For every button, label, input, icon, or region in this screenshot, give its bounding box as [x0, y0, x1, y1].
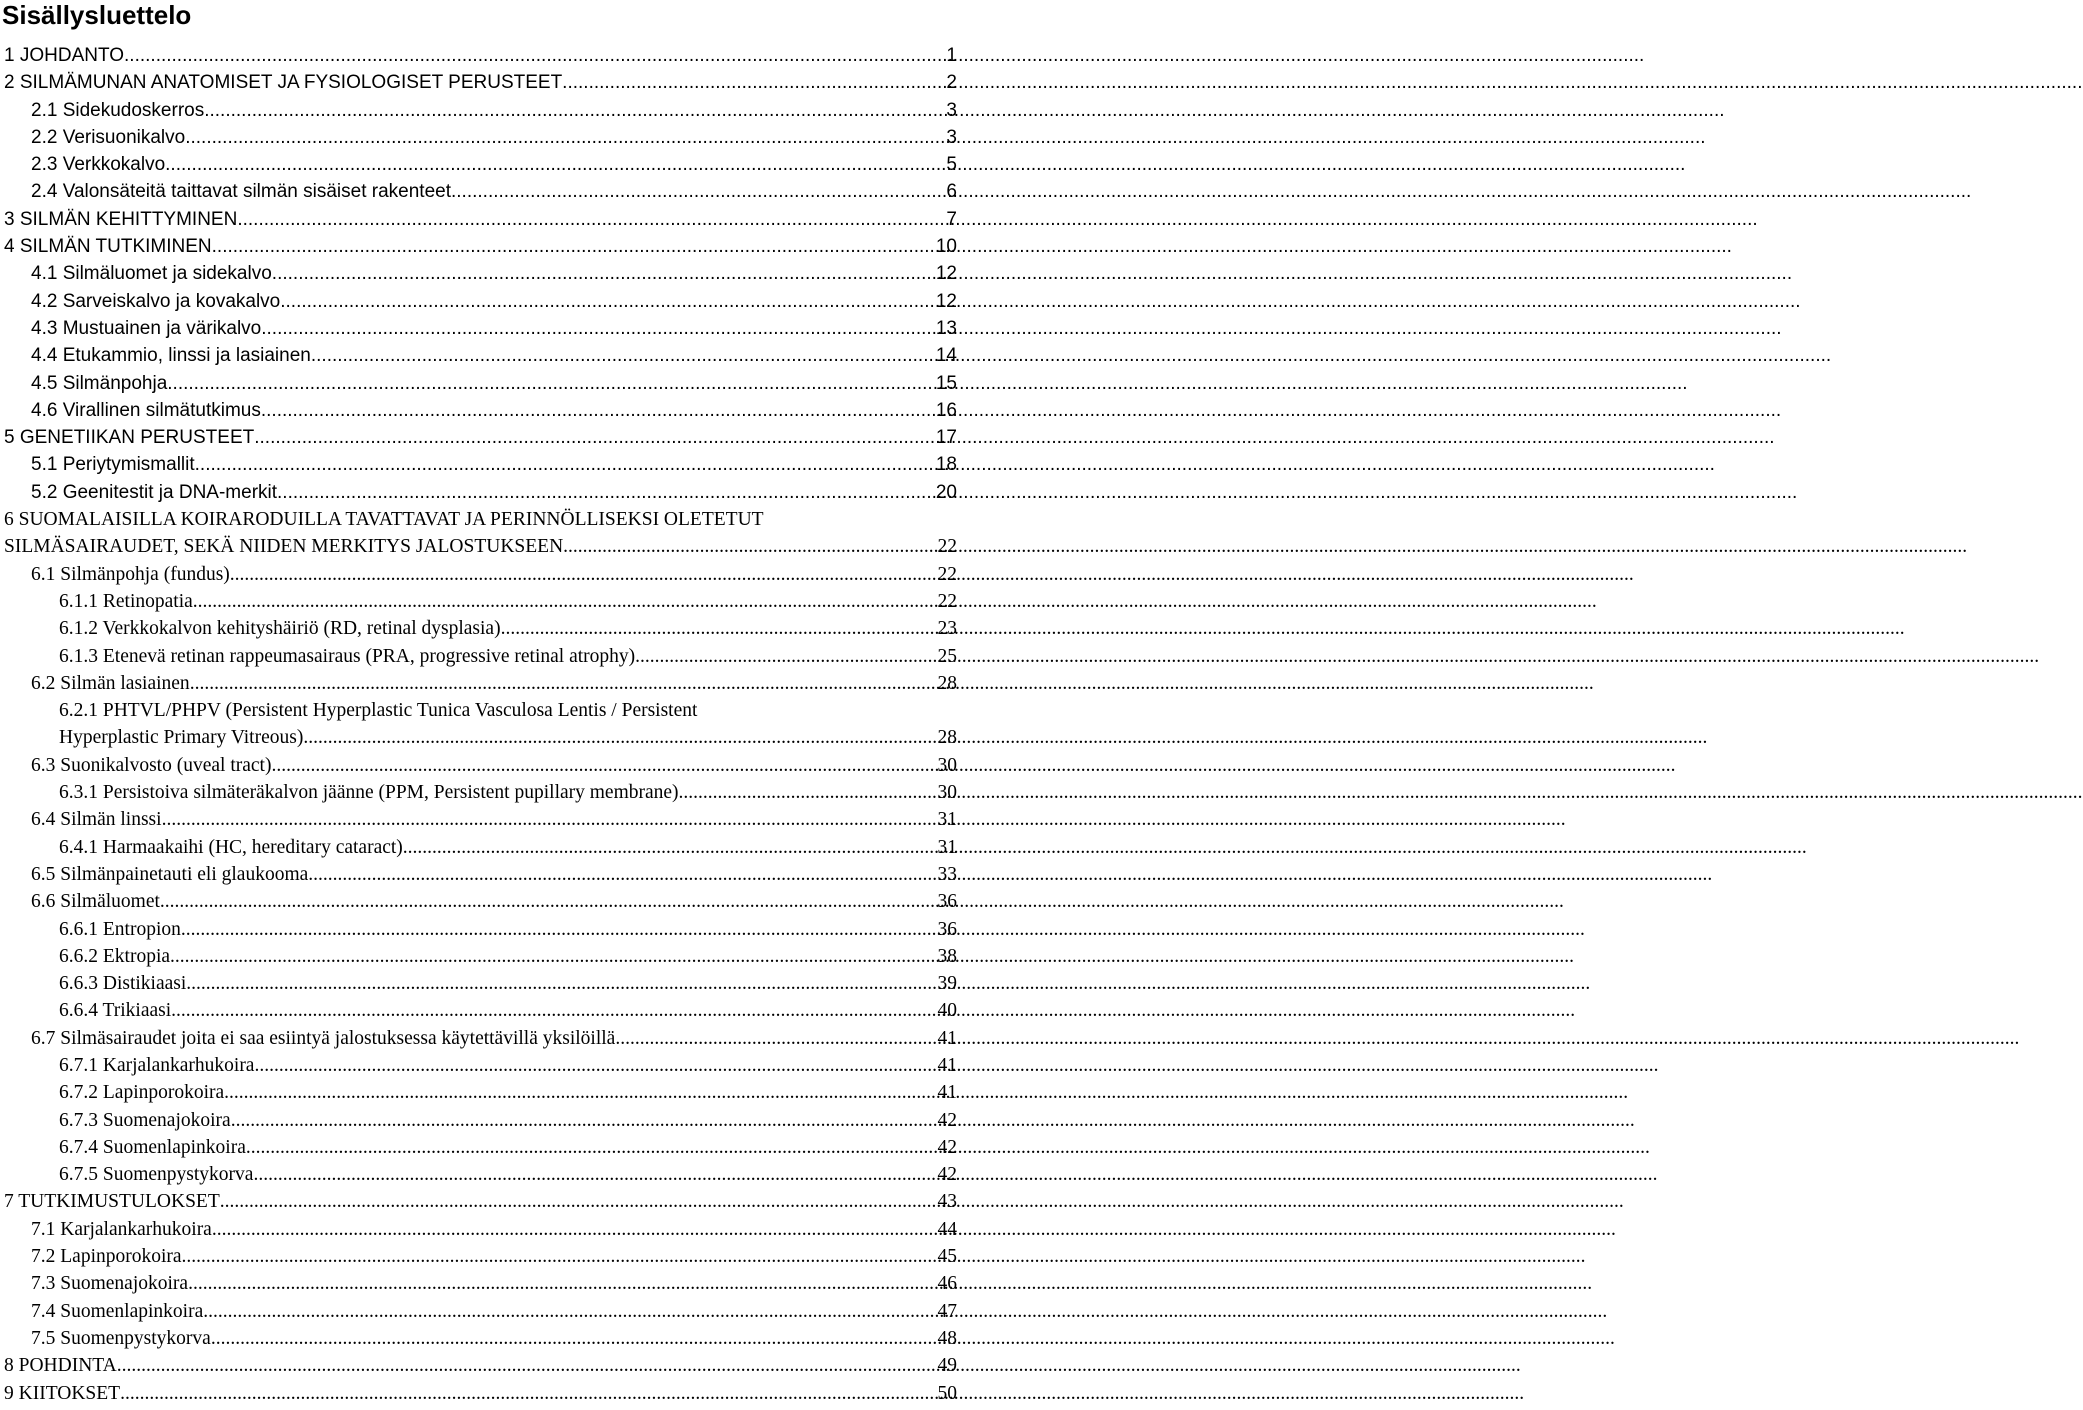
- toc-page-number: 41: [937, 1082, 957, 1104]
- toc-entry[interactable]: [0, 1380, 957, 1407]
- toc-page-number: 10: [935, 236, 957, 258]
- toc-entry-title: 6.1.2 Verkkokalvon kehityshäiriö (RD, retinal dysplasia): [59, 618, 501, 640]
- toc-entry-title: 6.7.4 Suomenlapinkoira: [59, 1136, 246, 1158]
- toc-entry[interactable]: [0, 151, 957, 178]
- toc-dot-leader: [181, 916, 937, 943]
- toc-page-number: 2: [946, 72, 957, 94]
- toc-page-number: 41: [937, 1027, 957, 1049]
- toc-entry[interactable]: [0, 1188, 957, 1215]
- toc-entry[interactable]: [0, 288, 957, 315]
- toc-entry[interactable]: [0, 670, 957, 697]
- page-title: Sisällysluettelo: [2, 0, 192, 30]
- toc-entry-title: 4.1 Silmäluomet ja sidekalvo: [31, 263, 272, 285]
- toc-dot-leader: [212, 1216, 937, 1243]
- toc-entry[interactable]: [0, 206, 957, 233]
- toc-entry[interactable]: [0, 1352, 957, 1379]
- toc-entry-title: 7 TUTKIMUSTULOKSET: [4, 1191, 220, 1213]
- toc-dot-leader: [254, 1052, 936, 1079]
- toc-entry[interactable]: [0, 315, 957, 342]
- toc-entry-title-line1: 6 SUOMALAISILLA KOIRARODUILLA TAVATTAVAT JA PERINNÖLLISEKSI OLETETUT: [4, 509, 764, 531]
- toc-entry[interactable]: [0, 697, 957, 752]
- toc-dot-leader: [117, 1352, 937, 1379]
- toc-page-number: 22: [937, 590, 957, 612]
- toc-entry-continuation: [0, 533, 957, 560]
- toc-dot-leader: [280, 288, 935, 315]
- toc-page-number: 31: [937, 809, 957, 831]
- toc-entry[interactable]: [0, 1270, 957, 1297]
- toc-entry[interactable]: [0, 916, 957, 943]
- toc-page-number: 22: [937, 563, 957, 585]
- toc-entry-title: 6.4.1 Harmaakaihi (HC, hereditary cataract): [59, 836, 403, 858]
- toc-entry[interactable]: [0, 643, 957, 670]
- toc-entry[interactable]: [0, 970, 957, 997]
- toc-dot-leader: [182, 1243, 937, 1270]
- toc-entry-title: 6.7.3 Suomenajokoira: [59, 1109, 231, 1131]
- toc-entry-title: 4.5 Silmänpohja: [31, 372, 168, 394]
- toc-page-number: 22: [937, 536, 957, 558]
- toc-page-number: 28: [937, 672, 957, 694]
- toc-dot-leader: [224, 1079, 936, 1106]
- toc-page-number: 3: [946, 99, 957, 121]
- toc-entry[interactable]: [0, 506, 957, 561]
- toc-entry[interactable]: [0, 1325, 957, 1352]
- toc-dot-leader: [124, 42, 945, 69]
- toc-dot-leader: [615, 1025, 936, 1052]
- toc-page-number: 46: [937, 1273, 957, 1295]
- toc-page-number: 3: [946, 126, 957, 148]
- toc-page-number: 5: [946, 154, 957, 176]
- toc-entry-title: 2.1 Sidekudoskerros: [31, 99, 205, 121]
- toc-entry-title: 4.4 Etukammio, linssi ja lasiainen: [31, 345, 311, 367]
- toc-page-number: 30: [937, 782, 957, 804]
- toc-dot-leader: [211, 1325, 937, 1352]
- toc-dot-leader: [253, 1161, 936, 1188]
- toc-entry[interactable]: [0, 370, 957, 397]
- toc-entry[interactable]: [0, 1025, 957, 1052]
- toc-page-number: 42: [937, 1109, 957, 1131]
- toc-dot-leader: [501, 615, 937, 642]
- toc-page-number: 42: [937, 1164, 957, 1186]
- toc-entry-title: 6.6.3 Distikiaasi: [59, 973, 187, 995]
- toc-page-number: 16: [935, 399, 957, 421]
- toc-entry[interactable]: [0, 260, 957, 287]
- toc-entry[interactable]: [0, 1298, 957, 1325]
- toc-dot-leader: [171, 997, 936, 1024]
- toc-dot-leader: [635, 643, 936, 670]
- toc-dot-leader: [167, 370, 935, 397]
- toc-entry-title: 6.7.1 Karjalankarhukoira: [59, 1054, 255, 1076]
- toc-entry-title: 6.3.1 Persistoiva silmäteräkalvon jäänne (PPM, Persistent pupillary membrane): [59, 782, 679, 804]
- toc-dot-leader: [162, 806, 937, 833]
- toc-entry[interactable]: [0, 1216, 957, 1243]
- toc-dot-leader: [204, 97, 945, 124]
- toc-entry[interactable]: [0, 1161, 957, 1188]
- toc-page-number: 17: [935, 427, 957, 449]
- toc-page-number: 41: [937, 1054, 957, 1076]
- table-of-contents: [0, 42, 957, 1407]
- toc-entry-title: 6.2 Silmän lasiainen: [31, 672, 190, 694]
- toc-entry-continuation: [0, 724, 957, 751]
- toc-entry-title: 7.3 Suomenajokoira: [31, 1273, 189, 1295]
- toc-dot-leader: [190, 670, 937, 697]
- toc-entry-title: 2.4 Valonsäteitä taittavat silmän sisäiset rakenteet: [31, 181, 451, 203]
- toc-page-number: 13: [935, 317, 957, 339]
- toc-dot-leader: [188, 1270, 936, 1297]
- toc-entry[interactable]: [0, 861, 957, 888]
- toc-entry[interactable]: [0, 42, 957, 69]
- toc-page-number: 36: [937, 891, 957, 913]
- toc-page-number: 1: [946, 45, 957, 66]
- toc-entry[interactable]: [0, 178, 957, 205]
- toc-entry[interactable]: [0, 397, 957, 424]
- toc-dot-leader: [272, 260, 935, 287]
- toc-dot-leader: [246, 1134, 937, 1161]
- toc-entry-title: 5.2 Geenitestit ja DNA-merkit: [31, 481, 278, 503]
- toc-dot-leader: [230, 561, 937, 588]
- toc-page-number: 31: [937, 836, 957, 858]
- toc-entry[interactable]: [0, 424, 957, 451]
- toc-dot-leader: [160, 888, 937, 915]
- toc-entry-title-line1: 6.2.1 PHTVL/PHPV (Persistent Hyperplastic Tunica Vasculosa Lentis / Persistent: [59, 700, 698, 722]
- toc-dot-leader: [562, 69, 945, 96]
- toc-entry[interactable]: [0, 1243, 957, 1270]
- toc-page-number: 36: [937, 918, 957, 940]
- toc-entry-title: 6.6.2 Ektropia: [59, 945, 171, 967]
- toc-dot-leader: [679, 779, 937, 806]
- toc-entry[interactable]: [0, 1079, 957, 1106]
- toc-page-number: 6: [946, 181, 957, 203]
- toc-entry-title: 2.2 Verisuonikalvo: [31, 126, 186, 148]
- toc-page-number: 20: [935, 481, 957, 503]
- toc-entry-title: 7.4 Suomenlapinkoira: [31, 1300, 204, 1322]
- toc-entry[interactable]: [0, 588, 957, 615]
- toc-entry[interactable]: [0, 943, 957, 970]
- toc-entry[interactable]: [0, 615, 957, 642]
- toc-page-number: 28: [937, 727, 957, 749]
- toc-entry-title: 6.1.3 Etenevä retinan rappeumasairaus (PRA, progressive retinal atrophy): [59, 645, 636, 667]
- toc-entry[interactable]: [0, 752, 957, 779]
- toc-page-number: 40: [937, 1000, 957, 1022]
- toc-page-number: 25: [937, 645, 957, 667]
- toc-page-number: 39: [937, 973, 957, 995]
- toc-page-number: 45: [937, 1246, 957, 1268]
- toc-entry-title: 3 SILMÄN KEHITTYMINEN: [4, 208, 238, 230]
- toc-entry-title: 9 KIITOKSET: [4, 1382, 121, 1404]
- toc-entry[interactable]: [0, 1107, 957, 1134]
- toc-dot-leader: [231, 1107, 937, 1134]
- toc-entry-title: 6.4 Silmän linssi: [31, 809, 162, 831]
- toc-entry-title: 8 POHDINTA: [4, 1355, 117, 1377]
- toc-entry-title: 4.2 Sarveiskalvo ja kovakalvo: [31, 290, 281, 312]
- toc-entry-title: 2 SILMÄMUNAN ANATOMISET JA FYSIOLOGISET PERUSTEET: [4, 72, 563, 94]
- toc-entry-title: 6.1.1 Retinopatia: [59, 590, 193, 612]
- toc-entry-title: 6.7.5 Suomenpystykorva: [59, 1164, 254, 1186]
- toc-entry[interactable]: [0, 69, 957, 96]
- toc-entry-title: 1 JOHDANTO: [4, 45, 125, 66]
- toc-entry[interactable]: [0, 233, 957, 260]
- toc-page-number: 42: [937, 1136, 957, 1158]
- toc-entry-title: 4.3 Mustuainen ja värikalvo: [31, 317, 262, 339]
- toc-entry[interactable]: [0, 124, 957, 151]
- toc-page-number: 12: [935, 290, 957, 312]
- toc-page-number: 44: [937, 1218, 957, 1240]
- toc-entry-title: 5 GENETIIKAN PERUSTEET: [4, 427, 255, 449]
- toc-dot-leader: [170, 943, 936, 970]
- toc-page-number: 12: [935, 263, 957, 285]
- toc-entry[interactable]: [0, 451, 957, 478]
- toc-dot-leader: [277, 479, 935, 506]
- toc-entry-title: 6.5 Silmänpainetauti eli glaukooma: [31, 863, 309, 885]
- toc-dot-leader: [185, 124, 945, 151]
- toc-dot-leader: [195, 451, 935, 478]
- toc-page-number: 33: [937, 863, 957, 885]
- toc-page-number: 18: [935, 454, 957, 476]
- toc-page-number: 38: [937, 945, 957, 967]
- toc-dot-leader: [203, 1298, 936, 1325]
- toc-entry-title: 6.7 Silmäsairaudet joita ei saa esiintyä jalostuksessa käytettävillä yksilöillä: [31, 1027, 616, 1049]
- toc-entry-title: 6.6 Silmäluomet: [31, 891, 160, 913]
- toc-dot-leader: [237, 206, 945, 233]
- toc-dot-leader: [403, 834, 937, 861]
- toc-entry-title: 6.7.2 Lapinporokoira: [59, 1082, 225, 1104]
- toc-entry-title: 6.6.4 Trikiaasi: [59, 1000, 172, 1022]
- toc-dot-leader: [271, 752, 936, 779]
- toc-page: [0, 0, 960, 1410]
- toc-entry[interactable]: [0, 97, 957, 124]
- toc-entry-title: 7.5 Suomenpystykorva: [31, 1327, 211, 1349]
- toc-dot-leader: [261, 315, 935, 342]
- toc-dot-leader: [261, 397, 935, 424]
- toc-entry[interactable]: [0, 997, 957, 1024]
- toc-page-number: 47: [937, 1300, 957, 1322]
- toc-entry-title: 6.3 Suonikalvosto (uveal tract): [31, 754, 272, 776]
- toc-entry[interactable]: [0, 561, 957, 588]
- toc-entry[interactable]: [0, 1134, 957, 1161]
- toc-dot-leader: [303, 724, 936, 751]
- toc-entry-title: 6.6.1 Entropion: [59, 918, 181, 940]
- toc-entry[interactable]: [0, 834, 957, 861]
- toc-dot-leader: [311, 342, 935, 369]
- toc-entry-title: 7.2 Lapinporokoira: [31, 1246, 182, 1268]
- toc-dot-leader: [254, 424, 935, 451]
- toc-entry[interactable]: [0, 1052, 957, 1079]
- toc-entry-title: SILMÄSAIRAUDET, SEKÄ NIIDEN MERKITYS JALOSTUKSEEN: [4, 536, 564, 558]
- toc-page-number: 49: [937, 1355, 957, 1377]
- toc-dot-leader: [451, 178, 945, 205]
- toc-entry-title: Hyperplastic Primary Vitreous): [59, 727, 304, 749]
- toc-dot-leader: [212, 233, 935, 260]
- toc-dot-leader: [165, 151, 945, 178]
- toc-entry[interactable]: [0, 779, 957, 806]
- toc-entry-title: 4 SILMÄN TUTKIMINEN: [4, 236, 212, 258]
- toc-entry[interactable]: [0, 888, 957, 915]
- toc-entry-title: 7.1 Karjalankarhukoira: [31, 1218, 212, 1240]
- toc-entry[interactable]: [0, 479, 957, 506]
- toc-dot-leader: [120, 1380, 936, 1407]
- toc-dot-leader: [563, 533, 936, 560]
- toc-dot-leader: [308, 861, 936, 888]
- toc-entry[interactable]: [0, 806, 957, 833]
- toc-page-number: 14: [935, 345, 957, 367]
- toc-dot-leader: [186, 970, 936, 997]
- toc-page-number: 48: [937, 1327, 957, 1349]
- toc-dot-leader: [220, 1188, 937, 1215]
- toc-page-number: 7: [946, 208, 957, 230]
- toc-dot-leader: [193, 588, 937, 615]
- toc-page-number: 30: [937, 754, 957, 776]
- toc-entry-title: 4.6 Virallinen silmätutkimus: [31, 399, 261, 421]
- toc-page-number: 23: [937, 618, 957, 640]
- toc-entry-title: 2.3 Verkkokalvo: [31, 154, 166, 176]
- toc-entry-title: 5.1 Periytymismallit: [31, 454, 195, 476]
- toc-entry[interactable]: [0, 342, 957, 369]
- toc-entry-title: 6.1 Silmänpohja (fundus): [31, 563, 230, 585]
- toc-page-number: 15: [935, 372, 957, 394]
- toc-page-number: 50: [937, 1382, 957, 1404]
- toc-page-number: 43: [937, 1191, 957, 1213]
